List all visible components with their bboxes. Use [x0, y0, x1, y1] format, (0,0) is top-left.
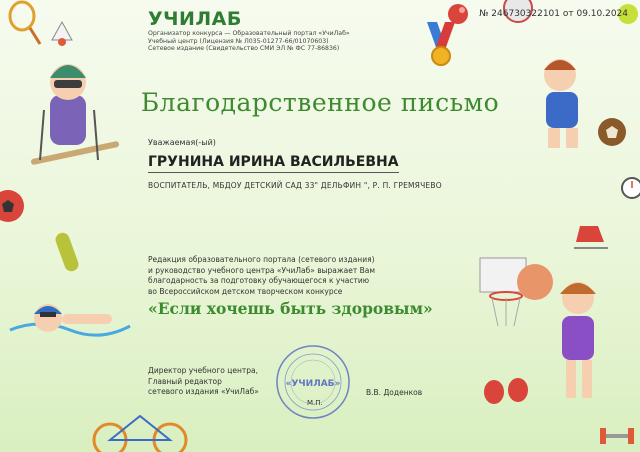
recipient-position: ВОСПИТАТЕЛЬ, МБДОУ ДЕТСКИЙ САД 33" ДЕЛЬФИН ", Р. П. ГРЕМЯЧЕВО	[148, 181, 442, 190]
tennis-racket-icon	[10, 2, 40, 44]
document-number: № 246730322101 от 09.10.2024	[479, 9, 628, 19]
recipient-name: ГРУНИНА ИРИНА ВАСИЛЬЕВНА	[148, 154, 399, 173]
red-ball-icon	[448, 4, 468, 24]
body-line: во Всероссийском детском творческом конкурсе	[148, 286, 343, 296]
signatory-line: Главный редактор	[148, 376, 222, 386]
salutation: Уважаемая(-ый)	[148, 138, 216, 147]
stamp-seal	[268, 342, 358, 422]
dumbbell-icon	[600, 428, 634, 444]
org-line: Организатор конкурса — Образовательный портал «УчиЛаб»	[148, 30, 350, 37]
stopwatch-icon	[622, 178, 640, 198]
logo: УЧИЛАБ	[148, 8, 242, 30]
body-line: Редакция образовательного портала (сетевого издания)	[148, 255, 375, 264]
page-title: Благодарственное письмо	[140, 88, 500, 117]
body-line: и руководство учебного центра «УчиЛаб» выражает Вам	[148, 265, 376, 275]
basketball-illustration	[480, 258, 596, 398]
organizer-info	[148, 30, 378, 53]
soccer-ball-right-icon	[598, 118, 626, 146]
swimmer-illustration	[10, 304, 130, 335]
contest-name: «Если хочешь быть здоровым»	[148, 299, 433, 318]
body-text	[148, 255, 448, 297]
signatory-title	[148, 366, 259, 398]
org-line: Сетевое издание (Свидетельство СМИ ЭЛ № ФС 77-86836)	[148, 45, 340, 53]
skateboard-icon	[54, 231, 81, 273]
bicycle-icon	[94, 416, 186, 452]
stamp-mark: М.П.	[307, 399, 323, 407]
boxing-gloves-icon	[484, 378, 528, 404]
org-line: Учебный центр (Лицензия № Л035-01277-66/01070603)	[148, 37, 329, 45]
signatory-name: В.В. Доденков	[366, 388, 423, 397]
body-line: благодарность за подготовку обучающегося к участию	[148, 276, 370, 285]
shuttlecock-icon	[52, 22, 72, 46]
skate-icon	[574, 226, 608, 248]
soccer-ball-icon	[0, 190, 24, 222]
signatory-line: сетевого издания «УчиЛаб»	[148, 387, 259, 396]
medal-icon	[427, 22, 455, 65]
stamp-text: «УЧИЛАБ»	[285, 379, 341, 389]
signatory-line: Директор учебного центра,	[148, 366, 258, 375]
